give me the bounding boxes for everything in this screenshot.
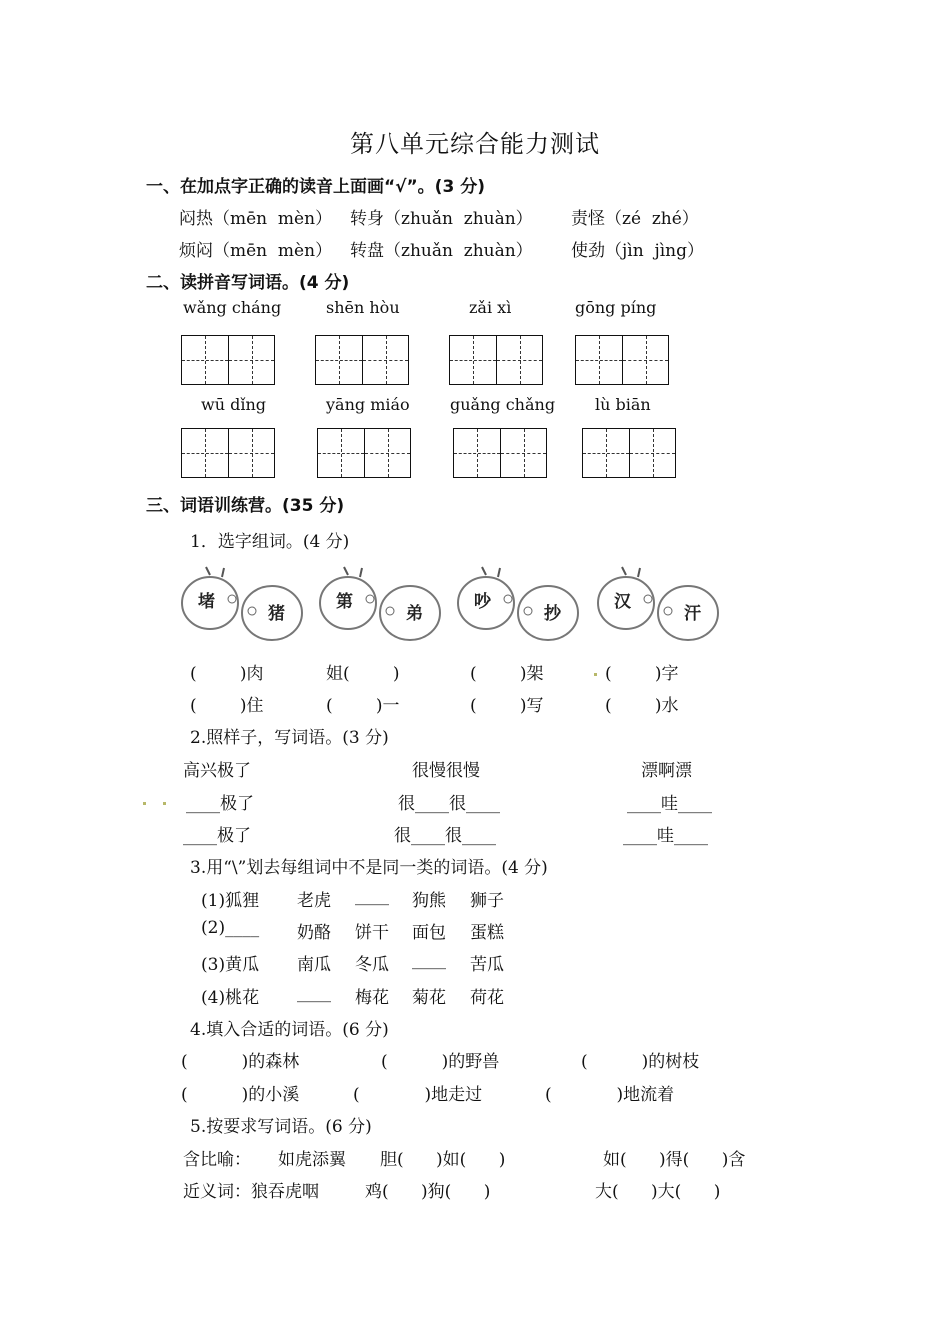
pinyin-label: zǎi xì <box>469 298 512 317</box>
word-group-item: (3)黄瓜 <box>201 955 260 975</box>
question-4-label: 4.填入合适的词语。(6 分) <box>190 1020 389 1040</box>
bubble-char: 汗 <box>684 604 701 624</box>
fill-blank[interactable]: ____极了 <box>186 794 254 814</box>
example-word: 很慢很慢 <box>412 761 480 781</box>
section-2-heading: 二、读拼音写词语。(4 分) <box>146 273 350 293</box>
fill-blank[interactable]: ( )的小溪 <box>181 1085 300 1105</box>
bubble-char: 汉 <box>614 592 631 612</box>
writing-grid[interactable] <box>575 335 669 385</box>
word-group-item: 狗熊 <box>412 891 446 911</box>
bubble-char: 抄 <box>544 604 561 624</box>
stray-mark <box>594 673 597 676</box>
writing-grid[interactable] <box>453 428 547 478</box>
pronunciation-item: 使劲（jìn jìng） <box>571 241 705 261</box>
fill-blank[interactable]: ____哇____ <box>627 794 712 814</box>
pronunciation-item: 转盘（zhuǎn zhuàn） <box>350 241 533 261</box>
pinyin-label: wǎng cháng <box>183 298 282 317</box>
category-label: 含比喻： <box>183 1150 251 1170</box>
word-group-item: 冬瓜 <box>355 955 389 975</box>
fill-blank[interactable]: 很____很____ <box>398 794 500 814</box>
fill-blank[interactable]: ( )字 <box>605 664 679 684</box>
word-group-item: 梅花 <box>355 988 389 1008</box>
fill-blank[interactable]: ( )一 <box>326 696 400 716</box>
pinyin-label: lù biān <box>595 395 651 414</box>
fill-blank[interactable]: 鸡( )狗( ) <box>365 1182 491 1202</box>
word-group-item[interactable]: ____ <box>412 950 446 970</box>
question-3-label: 3.用“\”划去每组词中不是同一类的词语。(4 分) <box>190 858 548 878</box>
bubble-pair-picture <box>596 565 726 645</box>
example-word: 高兴极了 <box>183 761 251 781</box>
word-group-item: 老虎 <box>297 891 331 911</box>
writing-grid[interactable] <box>582 428 676 478</box>
fill-blank[interactable]: 姐( ) <box>326 664 400 684</box>
word-group-item: 菊花 <box>412 988 446 1008</box>
fill-blank[interactable]: 如( )得( )含 <box>603 1150 746 1170</box>
word-group-item: 蛋糕 <box>470 923 504 943</box>
word-group-item: (4)桃花 <box>201 988 260 1008</box>
fill-blank[interactable]: 胆( )如( ) <box>380 1150 506 1170</box>
pronunciation-item: 烦闷（mēn mèn） <box>179 241 333 261</box>
question-1-label: 1．选字组词。(4 分) <box>190 532 350 552</box>
bubble-pair-picture <box>318 565 448 645</box>
fill-blank[interactable]: ( )住 <box>190 696 264 716</box>
word-group-item: 狮子 <box>470 891 504 911</box>
writing-grid[interactable] <box>181 335 275 385</box>
pinyin-label: yāng miáo <box>326 395 410 414</box>
word-group-item: 苦瓜 <box>470 955 504 975</box>
bubble-pair-picture <box>180 565 310 645</box>
page-title: 第八单元综合能力测试 <box>350 130 600 158</box>
pinyin-label: shēn hòu <box>326 298 400 317</box>
fill-blank[interactable]: ( )架 <box>470 664 544 684</box>
bubble-char: 猪 <box>268 604 285 624</box>
example-word: 漂啊漂 <box>641 761 692 781</box>
section-1-heading: 一、在加点字正确的读音上面画“√”。(3 分) <box>146 177 485 197</box>
word-group-item[interactable]: (2)____ <box>201 918 260 938</box>
stray-mark <box>143 802 146 805</box>
stray-mark <box>163 802 166 805</box>
fill-blank[interactable]: ( )肉 <box>190 664 264 684</box>
fill-blank[interactable]: ____极了 <box>183 826 251 846</box>
fill-blank[interactable]: ( )地流着 <box>545 1085 675 1105</box>
word-group-item: (1)狐狸 <box>201 891 260 911</box>
word-group-item: 南瓜 <box>297 955 331 975</box>
bubble-char: 堵 <box>198 592 215 612</box>
question-2-label: 2.照样子，写词语。(3 分) <box>190 728 389 748</box>
word-group-item[interactable]: ____ <box>355 886 389 906</box>
fill-blank[interactable]: 很____很____ <box>394 826 496 846</box>
fill-blank[interactable]: 大( )大( ) <box>595 1182 721 1202</box>
pinyin-label: wū dǐng <box>201 395 266 414</box>
pronunciation-item: 转身（zhuǎn zhuàn） <box>350 209 533 229</box>
pinyin-label: gōng píng <box>575 298 657 317</box>
word-group-item: 饼干 <box>355 923 389 943</box>
pronunciation-item: 闷热（mēn mèn） <box>179 209 333 229</box>
writing-grid[interactable] <box>181 428 275 478</box>
writing-grid[interactable] <box>449 335 543 385</box>
example-word: 如虎添翼 <box>278 1150 346 1170</box>
bubble-char: 弟 <box>406 604 423 624</box>
fill-blank[interactable]: ( )写 <box>470 696 544 716</box>
fill-blank[interactable]: ( )的野兽 <box>381 1052 500 1072</box>
fill-blank[interactable]: ( )水 <box>605 696 679 716</box>
pronunciation-item: 责怪（zé zhé） <box>571 209 699 229</box>
pinyin-label: guǎng chǎng <box>450 395 556 414</box>
bubble-pair-picture <box>456 565 586 645</box>
question-5-label: 5.按要求写词语。(6 分) <box>190 1117 372 1137</box>
writing-grid[interactable] <box>317 428 411 478</box>
fill-blank[interactable]: ( )地走过 <box>353 1085 483 1105</box>
category-label: 近义词：狼吞虎咽 <box>183 1182 319 1202</box>
fill-blank[interactable]: ( )的森林 <box>181 1052 300 1072</box>
fill-blank[interactable]: ( )的树枝 <box>581 1052 700 1072</box>
bubble-char: 第 <box>336 592 353 612</box>
word-group-item: 荷花 <box>470 988 504 1008</box>
word-group-item: 奶酪 <box>297 923 331 943</box>
section-3-heading: 三、词语训练营。(35 分) <box>146 496 345 516</box>
bubble-char: 吵 <box>474 592 491 612</box>
word-group-item[interactable]: ____ <box>297 983 331 1003</box>
writing-grid[interactable] <box>315 335 409 385</box>
word-group-item: 面包 <box>412 923 446 943</box>
fill-blank[interactable]: ____哇____ <box>623 826 708 846</box>
